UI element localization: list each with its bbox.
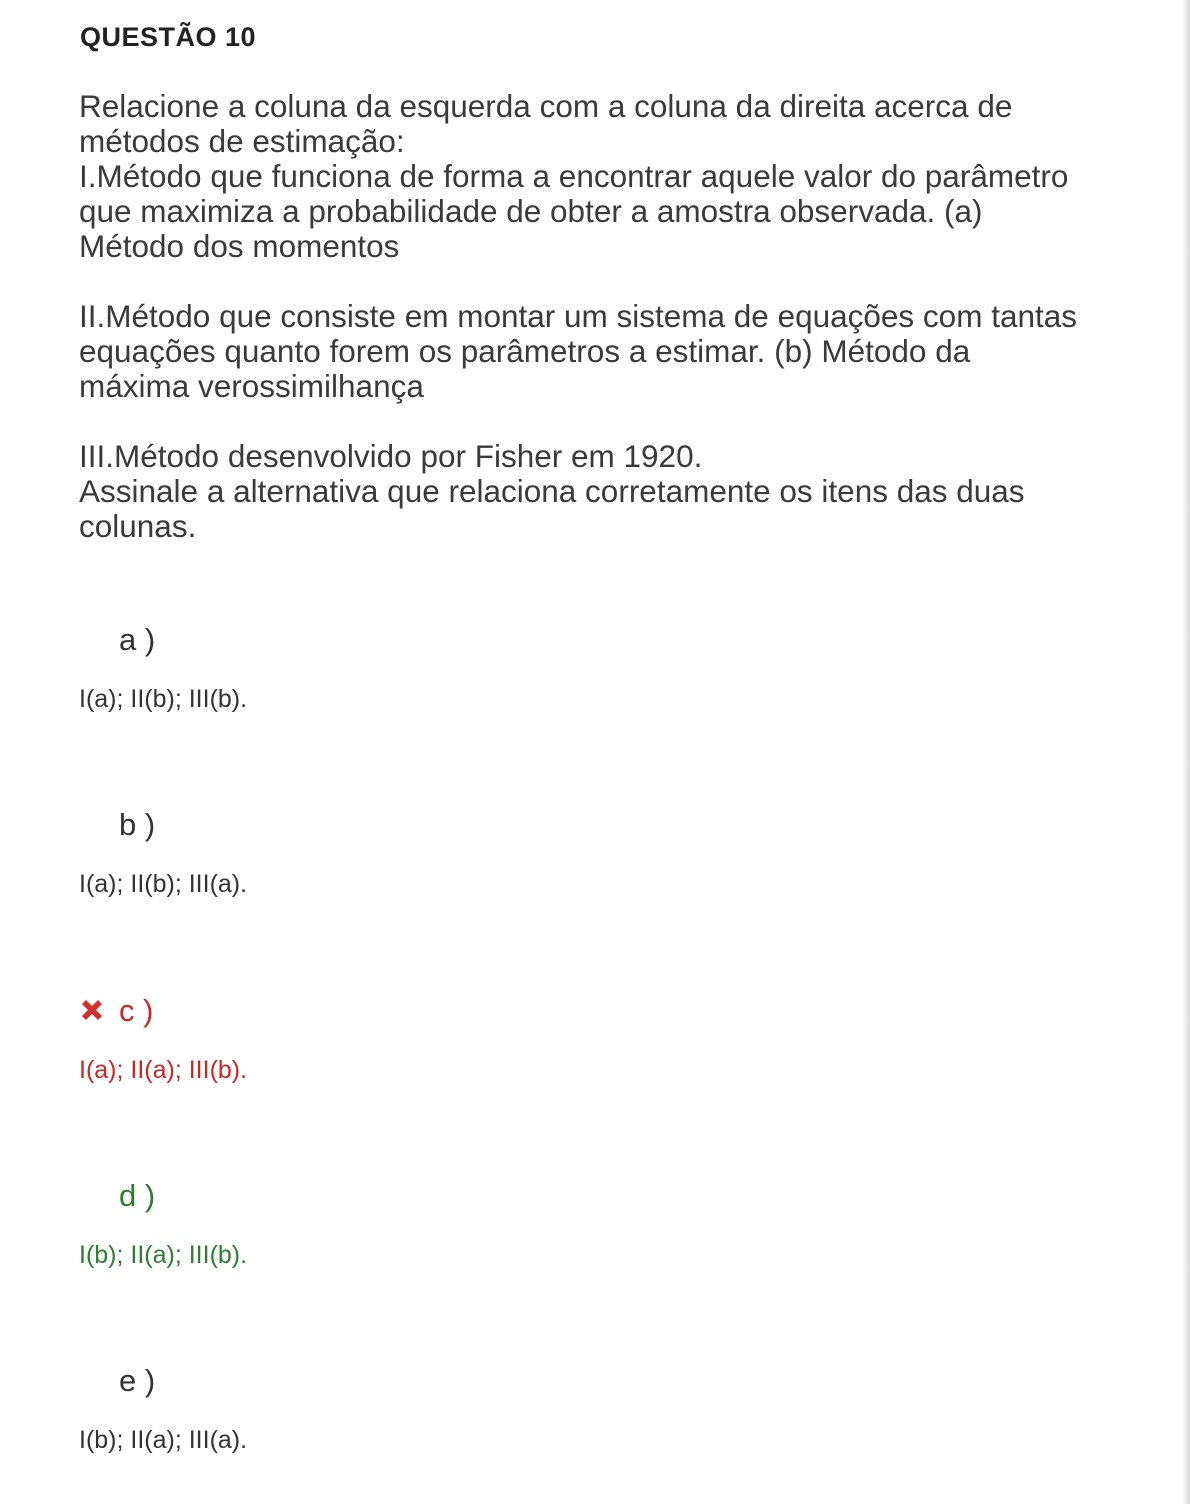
question-statement [79, 89, 1089, 544]
option-letter: e ) [119, 1363, 156, 1398]
statement-item-ii: II.Método que consiste em montar um sistema de equações com tantas equações quanto forem os parâmetros a estimar. (b) Método da máxima verossimilhança [79, 298, 1078, 404]
option-text: I(a); II(b); III(b). [79, 685, 248, 713]
statement-item-i: I.Método que funciona de forma a encontrar aquele valor do parâmetro que maximiza a probabilidade de obter a amostra observada. (a) Método dos momentos [79, 158, 1069, 264]
statement-intro: Relacione a coluna da esquerda com a coluna da direita acerca de métodos de estimação: [79, 88, 1013, 159]
option-text: I(a); II(b); III(a). [79, 870, 248, 898]
option-letter: b ) [119, 807, 156, 842]
x-icon [79, 997, 105, 1023]
option-text: I(b); II(a); III(a). [79, 1426, 248, 1454]
option-letter: a ) [119, 622, 156, 657]
statement-instruction: Assinale a alternativa que relaciona corretamente os itens das duas colunas. [79, 473, 1025, 544]
option-text: I(b); II(a); III(b). [79, 1241, 248, 1269]
option-letter-wrapper [119, 993, 153, 1029]
question-title: QUESTÃO 10 [80, 22, 257, 52]
page-edge-shadow [1182, 0, 1190, 1504]
statement-item-iii: III.Método desenvolvido por Fisher em 1920. [79, 438, 703, 474]
option-letter: c ) [119, 993, 154, 1028]
option-letter: d ) [119, 1178, 156, 1213]
option-text: I(a); II(a); III(b). [79, 1056, 248, 1084]
